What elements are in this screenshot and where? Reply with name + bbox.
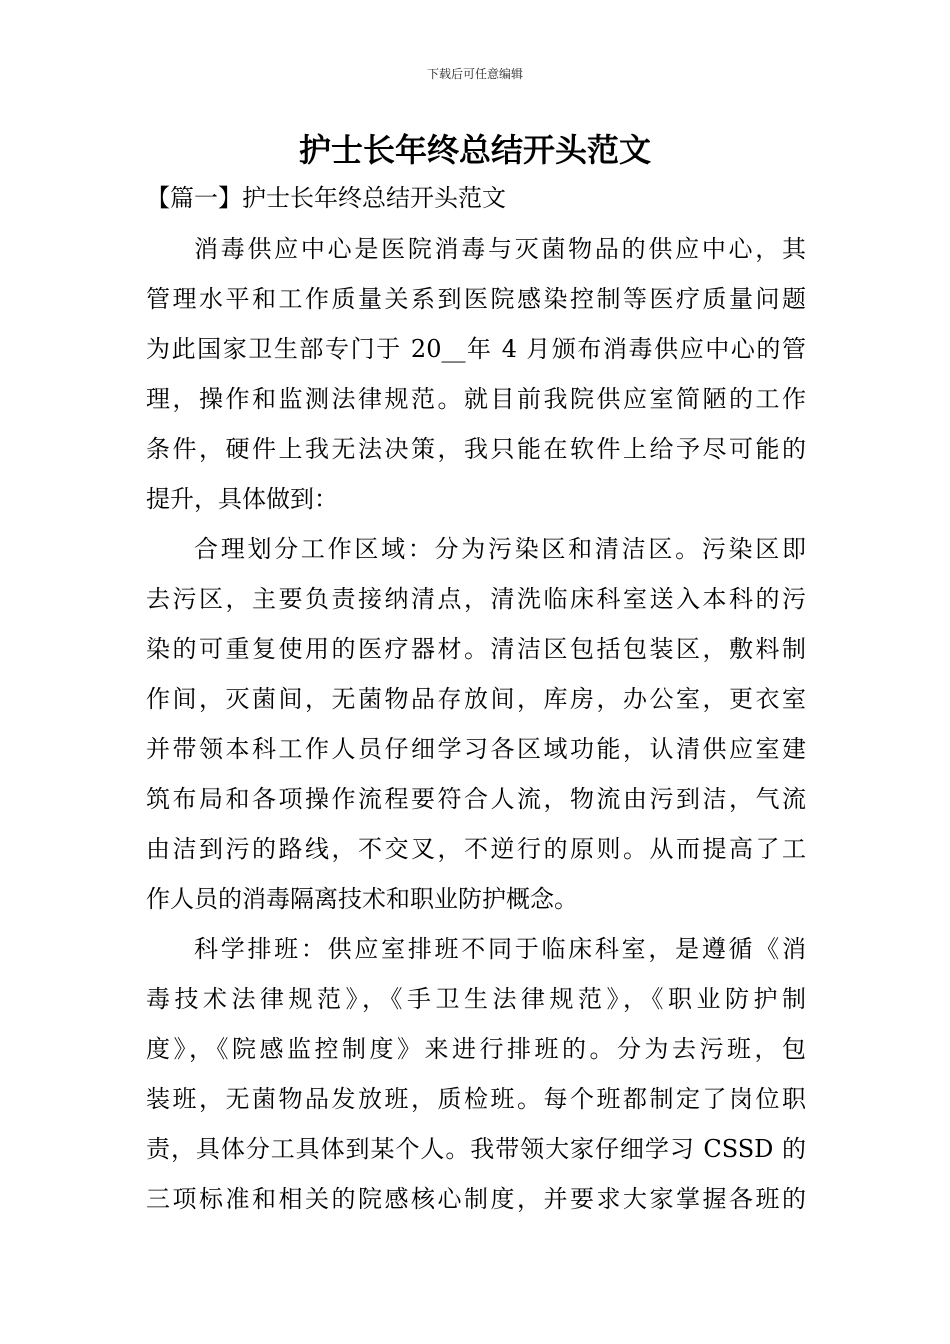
text-line: 管理水平和工作质量关系到医院感染控制等医疗质量问题 xyxy=(146,285,806,313)
text-line: 去污区，主要负责接纳清点，清洗临床科室送入本科的污 xyxy=(146,585,806,613)
text-line: 为此国家卫生部专门于 20__年 4 月颁布消毒供应中心的管 xyxy=(146,335,806,363)
text-line: 消毒供应中心是医院消毒与灭菌物品的供应中心，其 xyxy=(194,235,806,263)
paragraph xyxy=(146,924,806,1224)
section-heading: 【篇一】护士长年终总结开头范文 xyxy=(146,184,506,212)
text-line: 筑布局和各项操作流程要符合人流，物流由污到洁，气流 xyxy=(146,785,806,813)
document-body xyxy=(146,224,806,1224)
text-line: 作间，灭菌间，无菌物品存放间，库房，办公室，更衣室 xyxy=(146,685,806,713)
header-note: 下载后可任意编辑 xyxy=(426,67,523,81)
text-line: 并带领本科工作人员仔细学习各区域功能，认清供应室建 xyxy=(146,735,806,763)
text-line: 毒技术法律规范》，《手卫生法律规范》，《职业防护制 xyxy=(146,985,806,1013)
text-line: 合理划分工作区域：分为污染区和清洁区。污染区即 xyxy=(194,535,806,563)
paragraph xyxy=(146,524,806,924)
text-line: 度》，《院感监控制度》来进行排班的。分为去污班，包 xyxy=(146,1035,806,1063)
text-line: 理，操作和监测法律规范。就目前我院供应室简陋的工作 xyxy=(146,385,806,413)
text-line: 三项标准和相关的院感核心制度，并要求大家掌握各班的 xyxy=(146,1185,806,1213)
text-line: 科学排班：供应室排班不同于临床科室，是遵循《消 xyxy=(194,935,806,963)
document-title: 护士长年终总结开头范文 xyxy=(298,131,651,169)
text-line: 作人员的消毒隔离技术和职业防护概念。 xyxy=(146,885,578,913)
text-line: 条件，硬件上我无法决策，我只能在软件上给予尽可能的 xyxy=(146,435,806,463)
text-line: 提升，具体做到： xyxy=(146,485,338,513)
text-line: 染的可重复使用的医疗器材。清洁区包括包装区，敷料制 xyxy=(146,635,806,663)
text-line: 由洁到污的路线，不交叉，不逆行的原则。从而提高了工 xyxy=(146,835,806,863)
text-line: 责，具体分工具体到某个人。我带领大家仔细学习 CSSD 的 xyxy=(146,1135,806,1163)
text-line: 装班，无菌物品发放班，质检班。每个班都制定了岗位职 xyxy=(146,1085,806,1113)
paragraph xyxy=(146,224,806,524)
